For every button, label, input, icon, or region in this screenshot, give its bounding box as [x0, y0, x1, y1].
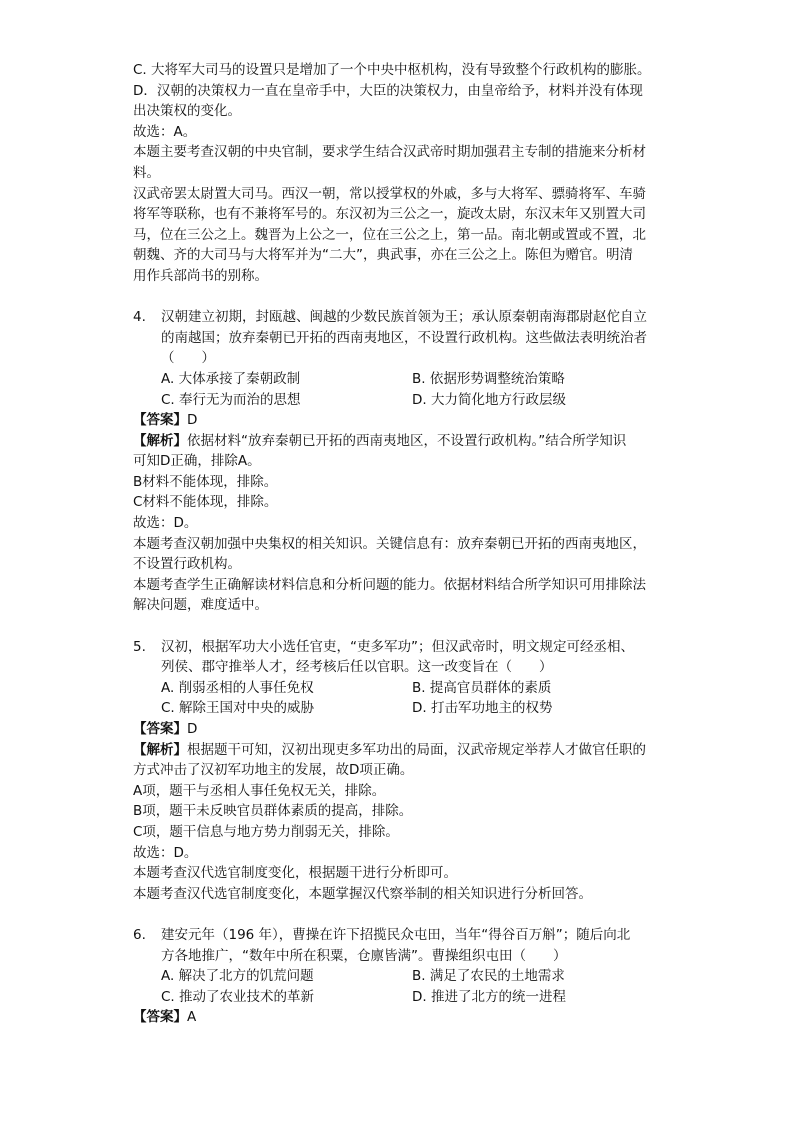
analysis-line: 本题考查学生正确解读材料信息和分析问题的能力。依据材料结合所学知识可用排除法	[133, 576, 646, 593]
answer-line	[133, 719, 663, 740]
text-line: 将军等联称，也有不兼将军号的。东汉初为三公之一，旋改太尉，东汉末年又别置大司	[133, 206, 646, 223]
answer-tag: 【答案】	[133, 412, 187, 429]
question-number: 4.	[133, 309, 146, 326]
analysis-line: B材料不能体现，排除。	[133, 473, 278, 490]
question-stem-text: 汉朝建立初期，封瓯越、闽越的少数民族首领为王；承认原秦朝南海郡尉赵佗自立	[161, 309, 647, 326]
analysis-line: B项，题干未反映官员群体素质的提高，排除。	[133, 803, 413, 820]
question-stem-line: （ ）	[161, 350, 215, 367]
question-5	[133, 637, 663, 905]
text-line: D．汉朝的决策权力一直在皇帝手中，大臣的决策权力，由皇帝给予，材料并没有体现	[133, 82, 643, 99]
option-a: A. 解决了北方的饥荒问题	[161, 968, 314, 985]
analysis-line	[133, 740, 663, 761]
question-stem-line	[133, 307, 663, 328]
answer-value: D	[187, 721, 198, 737]
analysis-line: C项，题干信息与地方势力削弱无关，排除。	[133, 823, 399, 840]
option-a: A. 削弱丞相的人事任免权	[161, 679, 314, 696]
analysis-text: 根据题干可知，汉初出现吏多军功出的局面，汉武帝规定举荐人才做官任职的	[187, 741, 646, 758]
options-row	[133, 369, 663, 390]
question-4	[133, 307, 663, 616]
question-stem-line	[133, 637, 663, 658]
question-stem-line	[133, 925, 663, 946]
analysis-line: 本题考查汉朝加强中央集权的相关知识。关键信息有：放弃秦朝已开拓的西南夷地区，	[133, 535, 646, 552]
option-c: C. 奉行无为而治的思想	[161, 391, 301, 408]
analysis-line: 不设置行政机构。	[133, 556, 241, 573]
option-d: D. 推进了北方的统一进程	[412, 988, 566, 1005]
answer-value: D	[187, 412, 198, 429]
analysis-line	[133, 431, 663, 452]
answer-line	[133, 1007, 663, 1028]
answer-tag: 【答案】	[133, 1009, 187, 1026]
option-b: B. 提高官员群体的素质	[412, 679, 552, 696]
text-line: C. 大将军大司马的设置只是增加了一个中央中枢机构，没有导致整个行政机构的膨胀。	[133, 62, 651, 78]
analysis-line: 本题考查汉代选官制度变化，本题掌握汉代察举制的相关知识进行分析回答。	[133, 885, 592, 902]
option-a: A. 大体承接了秦朝政制	[161, 370, 301, 387]
analysis-text: 依据材料“放弃秦朝已开拓的西南夷地区，不设置行政机构。”结合所学知识	[187, 432, 627, 449]
options-row	[133, 966, 663, 987]
analysis-line: A项，题干与丞相人事任免权无关，排除。	[133, 782, 386, 799]
text-line: 用作兵部尚书的别称。	[133, 267, 268, 284]
text-line: 故选：A。	[133, 123, 197, 140]
question-stem-line: 方各地推广，“数年中所在积粟，仓廪皆满”。曹操组织屯田（ ）	[161, 947, 567, 964]
option-b: B. 依据形势调整统治策略	[412, 370, 565, 387]
question-6	[133, 925, 663, 1028]
option-d: D. 大力简化地方行政层级	[412, 391, 566, 408]
text-line: 料。	[133, 164, 160, 181]
analysis-line: 故选：D。	[133, 844, 198, 861]
text-line: 本题主要考查汉朝的中央官制，要求学生结合汉武帝时期加强君主专制的措施来分析材	[133, 144, 646, 161]
analysis-line: 故选：D。	[133, 515, 198, 532]
option-d: D. 打击军功地主的权势	[412, 700, 553, 717]
options-row	[133, 390, 663, 411]
analysis-line: C材料不能体现，排除。	[133, 494, 278, 511]
option-b: B. 满足了农民的土地需求	[412, 968, 565, 985]
analysis-line: 方式冲击了汉初军功地主的发展，故D项正确。	[133, 762, 414, 779]
option-c: C. 推动了农业技术的革新	[161, 988, 315, 1005]
question-number: 6.	[133, 926, 146, 943]
question-stem-line: 列侯、郡守推举人才，经考核后任以官职。这一改变旨在（ ）	[161, 659, 553, 676]
question-number: 5.	[133, 638, 146, 655]
answer-value: A	[187, 1009, 197, 1026]
analysis-line: 本题考查汉代选官制度变化，根据题干进行分析即可。	[133, 865, 457, 882]
intro-block	[133, 60, 663, 287]
answer-line	[133, 410, 663, 431]
options-row	[133, 987, 663, 1008]
analysis-line: 解决问题，难度适中。	[133, 597, 268, 614]
analysis-line: 可知D正确，排除A。	[133, 453, 261, 470]
analysis-tag: 【解析】	[133, 741, 187, 758]
options-row	[133, 698, 663, 719]
answer-tag: 【答案】	[133, 721, 187, 737]
option-c: C. 解除王国对中央的威胁	[161, 700, 315, 717]
text-line: 出决策权的变化。	[133, 103, 241, 120]
options-row	[133, 678, 663, 699]
question-stem-text: 建安元年（196 年），曹操在许下招揽民众屯田，当年“得谷百万斛”；随后向北	[161, 926, 631, 943]
question-stem-text: 汉初，根据军功大小选任官吏，“吏多军功”；但汉武帝时，明文规定可经丞相、	[161, 638, 634, 655]
analysis-tag: 【解析】	[133, 432, 187, 449]
question-stem-line: 的南越国；放弃秦朝已开拓的西南夷地区，不设置行政机构。这些做法表明统治者	[161, 329, 647, 346]
document-page	[133, 60, 663, 1028]
text-line: 汉武帝罢太尉置大司马。西汉一朝，常以授掌权的外戚，多与大将军、骠骑将军、车骑	[133, 185, 646, 202]
text-line: 马，位在三公之上。魏晋为上公之一，位在三公之上，第一品。南北朝或置或不置，北	[133, 226, 646, 243]
text-line: 朝魏、齐的大司马与大将军并为“二大”，典武事，亦在三公之上。陈但为赠官。明清	[133, 247, 633, 264]
